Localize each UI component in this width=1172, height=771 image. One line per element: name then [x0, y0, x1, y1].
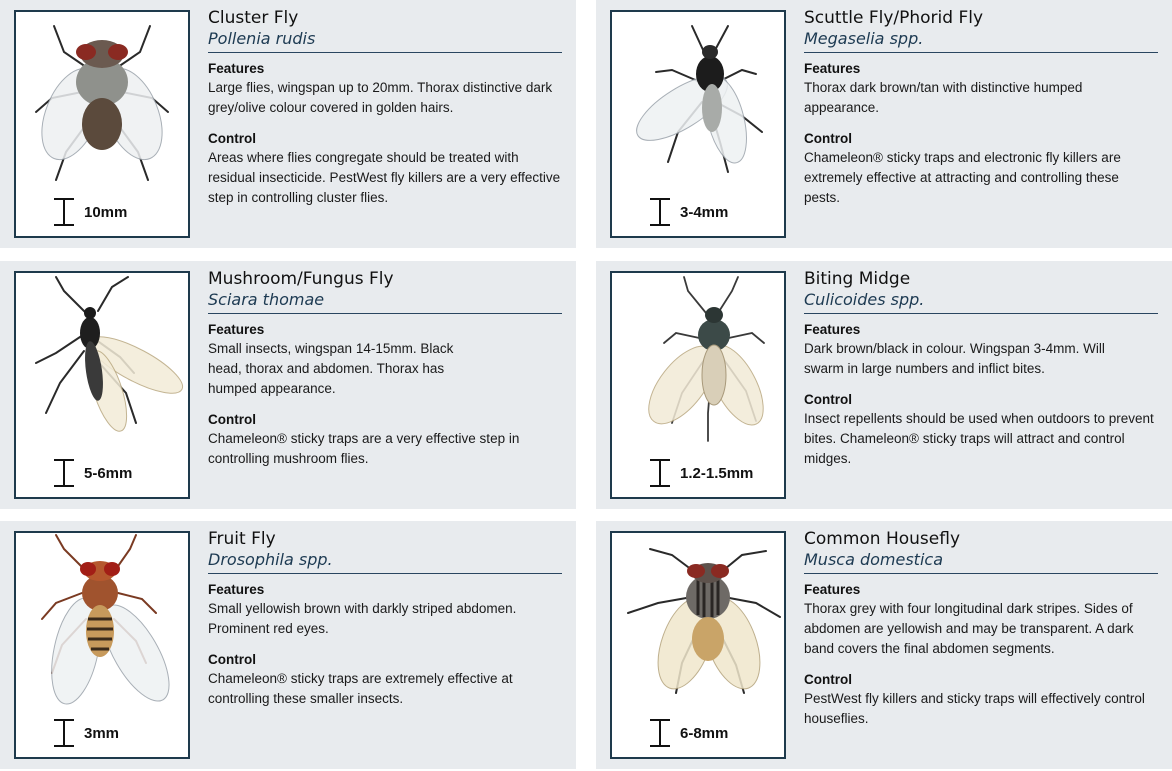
fly-image-frame: [610, 10, 786, 238]
features-text: Thorax grey with four longitudinal dark stripes. Sides of abdomen are yellowish and may be transparent. A dark band covers the final abdomen segments.: [804, 601, 1134, 656]
control-text: Chameleon® sticky traps are a very effective step in controlling mushroom flies.: [208, 431, 520, 466]
common-name: Scuttle Fly/Phorid Fly: [804, 8, 984, 28]
common-name: Common Housefly: [804, 529, 961, 549]
control-text: PestWest fly killers and sticky traps will effectively control houseflies.: [804, 691, 1145, 726]
features-text: Small yellowish brown with darkly striped abdomen. Prominent red eyes.: [208, 601, 517, 636]
features-heading: Features: [208, 61, 265, 76]
scuttle-fly-illustration: [612, 12, 784, 187]
fly-card-common-housefly: [596, 521, 1172, 769]
scale-bar-icon: [650, 198, 670, 226]
size-label: 3-4mm: [680, 204, 729, 221]
latin-name: Pollenia rudis: [208, 29, 562, 53]
common-name: Mushroom/Fungus Fly: [208, 269, 394, 289]
features-heading: Features: [804, 582, 861, 597]
fly-card-cluster-fly: [0, 0, 576, 248]
control-text: Areas where flies congregate should be treated with residual insecticide. PestWest fly killers are a very effective step in controlling cluster flies.: [208, 150, 561, 205]
size-label: 5-6mm: [84, 465, 133, 482]
fly-image-frame: [610, 531, 786, 759]
fly-description: [208, 529, 562, 720]
features-heading: Features: [804, 322, 861, 337]
common-name: Cluster Fly: [208, 8, 299, 28]
control-text: Chameleon® sticky traps and electronic fly killers are extremely effective at attracting and controlling these pests.: [804, 150, 1121, 205]
fly-card-scuttle-fly: [596, 0, 1172, 248]
fly-image-frame: [14, 10, 190, 238]
fly-card-biting-midge: [596, 261, 1172, 509]
control-heading: Control: [804, 131, 852, 146]
latin-name: Sciara thomae: [208, 290, 562, 314]
common-name: Fruit Fly: [208, 529, 276, 549]
features-text: Small insects, wingspan 14-15mm. Black head, thorax and abdomen. Thorax has humped appearance.: [208, 341, 454, 396]
control-heading: Control: [804, 672, 852, 687]
biting-midge-illustration: [612, 273, 784, 448]
latin-name: Musca domestica: [804, 550, 1158, 574]
scale-bar-icon: [54, 459, 74, 487]
features-heading: Features: [208, 322, 265, 337]
scale-bar-icon: [54, 198, 74, 226]
scale-bar-icon: [650, 459, 670, 487]
fly-description: [208, 269, 562, 480]
control-text: Insect repellents should be used when outdoors to prevent bites. Chameleon® sticky traps will attract and control midges.: [804, 411, 1154, 466]
cluster-fly-illustration: [16, 12, 188, 187]
fly-card-mushroom-fly: [0, 261, 576, 509]
fly-description: [804, 529, 1158, 740]
fly-card-fruit-fly: [0, 521, 576, 769]
common-name: Biting Midge: [804, 269, 911, 289]
latin-name: Drosophila spp.: [208, 550, 562, 574]
fly-image-frame: [14, 271, 190, 499]
control-heading: Control: [208, 131, 256, 146]
size-label: 10mm: [84, 204, 128, 221]
control-text: Chameleon® sticky traps are extremely effective at controlling these smaller insects.: [208, 671, 513, 706]
control-heading: Control: [208, 412, 256, 427]
housefly-illustration: [612, 533, 784, 708]
latin-name: Culicoides spp.: [804, 290, 1158, 314]
size-label: 6-8mm: [680, 725, 729, 742]
fruit-fly-illustration: [16, 533, 188, 708]
features-heading: Features: [804, 61, 861, 76]
control-heading: Control: [804, 392, 852, 407]
fly-description: [804, 8, 1158, 219]
features-text: Dark brown/black in colour. Wingspan 3-4mm. Will swarm in large numbers and inflict bites.: [804, 341, 1105, 376]
features-text: Large flies, wingspan up to 20mm. Thorax distinctive dark grey/olive colour covered in golden hairs.: [208, 80, 553, 115]
mushroom-fly-illustration: [16, 273, 188, 448]
control-heading: Control: [208, 652, 256, 667]
features-heading: Features: [208, 582, 265, 597]
fly-image-frame: [610, 271, 786, 499]
scale-bar-icon: [650, 719, 670, 747]
scale-bar-icon: [54, 719, 74, 747]
size-label: 3mm: [84, 725, 120, 742]
fly-description: [208, 8, 562, 219]
fly-image-frame: [14, 531, 190, 759]
latin-name: Megaselia spp.: [804, 29, 1158, 53]
fly-description: [804, 269, 1158, 480]
features-text: Thorax dark brown/tan with distinctive humped appearance.: [804, 80, 1083, 115]
size-label: 1.2-1.5mm: [680, 465, 754, 482]
